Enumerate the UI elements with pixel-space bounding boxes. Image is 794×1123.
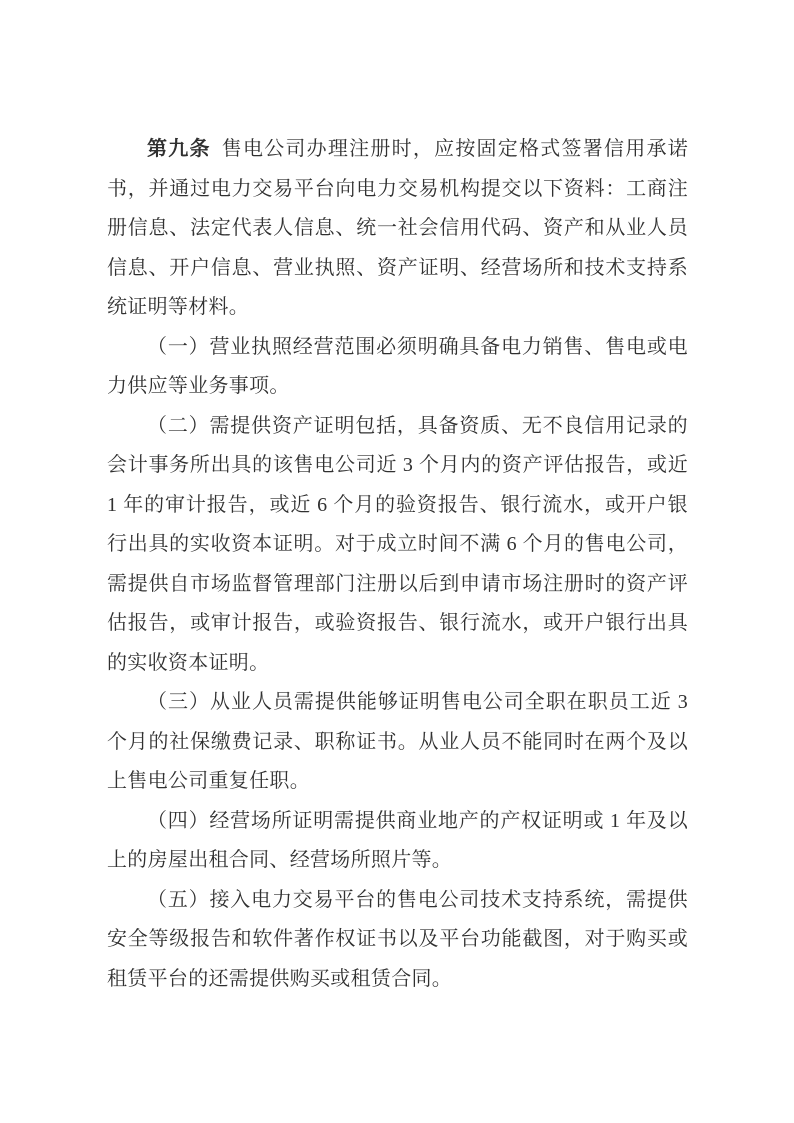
article-clause — [107, 130, 688, 328]
article-body-text: 售电公司办理注册时，应按固定格式签署信用承诺书，并通过电力交易平台向电力交易机构提交以下资料：工商注册信息、法定代表人信息、统一社会信用代码、资产和从业人员信息、开户信息、营业执照、资产证明、经营场所和技术支持系统证明等材料。 — [107, 138, 688, 318]
article-item-2: （二）需提供资产证明包括，具备资质、无不良信用记录的会计事务所出具的该售电公司近 3 个月内的资产评估报告，或近 1 年的审计报告，或近 6 个月的验资报告、银行流水，或开户银行出具的实收资本证明。对于成立时间不满 6 个月的售电公司，需提供自市场监督管理部门注册以后到申请市场注册时的资产评估报告，或审计报告，或验资报告、银行流水，或开户银行出具的实收资本证明。 — [107, 414, 688, 674]
article-item-4: （四）经营场所证明需提供商业地产的产权证明或 1 年及以上的房屋出租合同、经营场所照片等。 — [107, 809, 688, 871]
article-item-5: （五）接入电力交易平台的售电公司技术支持系统，需提供安全等级报告和软件著作权证书以及平台功能截图，对于购买或租赁平台的还需提供购买或租赁合同。 — [107, 888, 688, 990]
document-body — [107, 130, 688, 999]
article-item-3: （三）从业人员需提供能够证明售电公司全职在职员工近 3 个月的社保缴费记录、职称证书。从业人员不能同时在两个及以上售电公司重复任职。 — [107, 691, 688, 792]
article-item-1: （一）营业执照经营范围必须明确具备电力销售、售电或电力供应等业务事项。 — [107, 335, 688, 397]
article-number: 第九条 — [147, 138, 211, 160]
